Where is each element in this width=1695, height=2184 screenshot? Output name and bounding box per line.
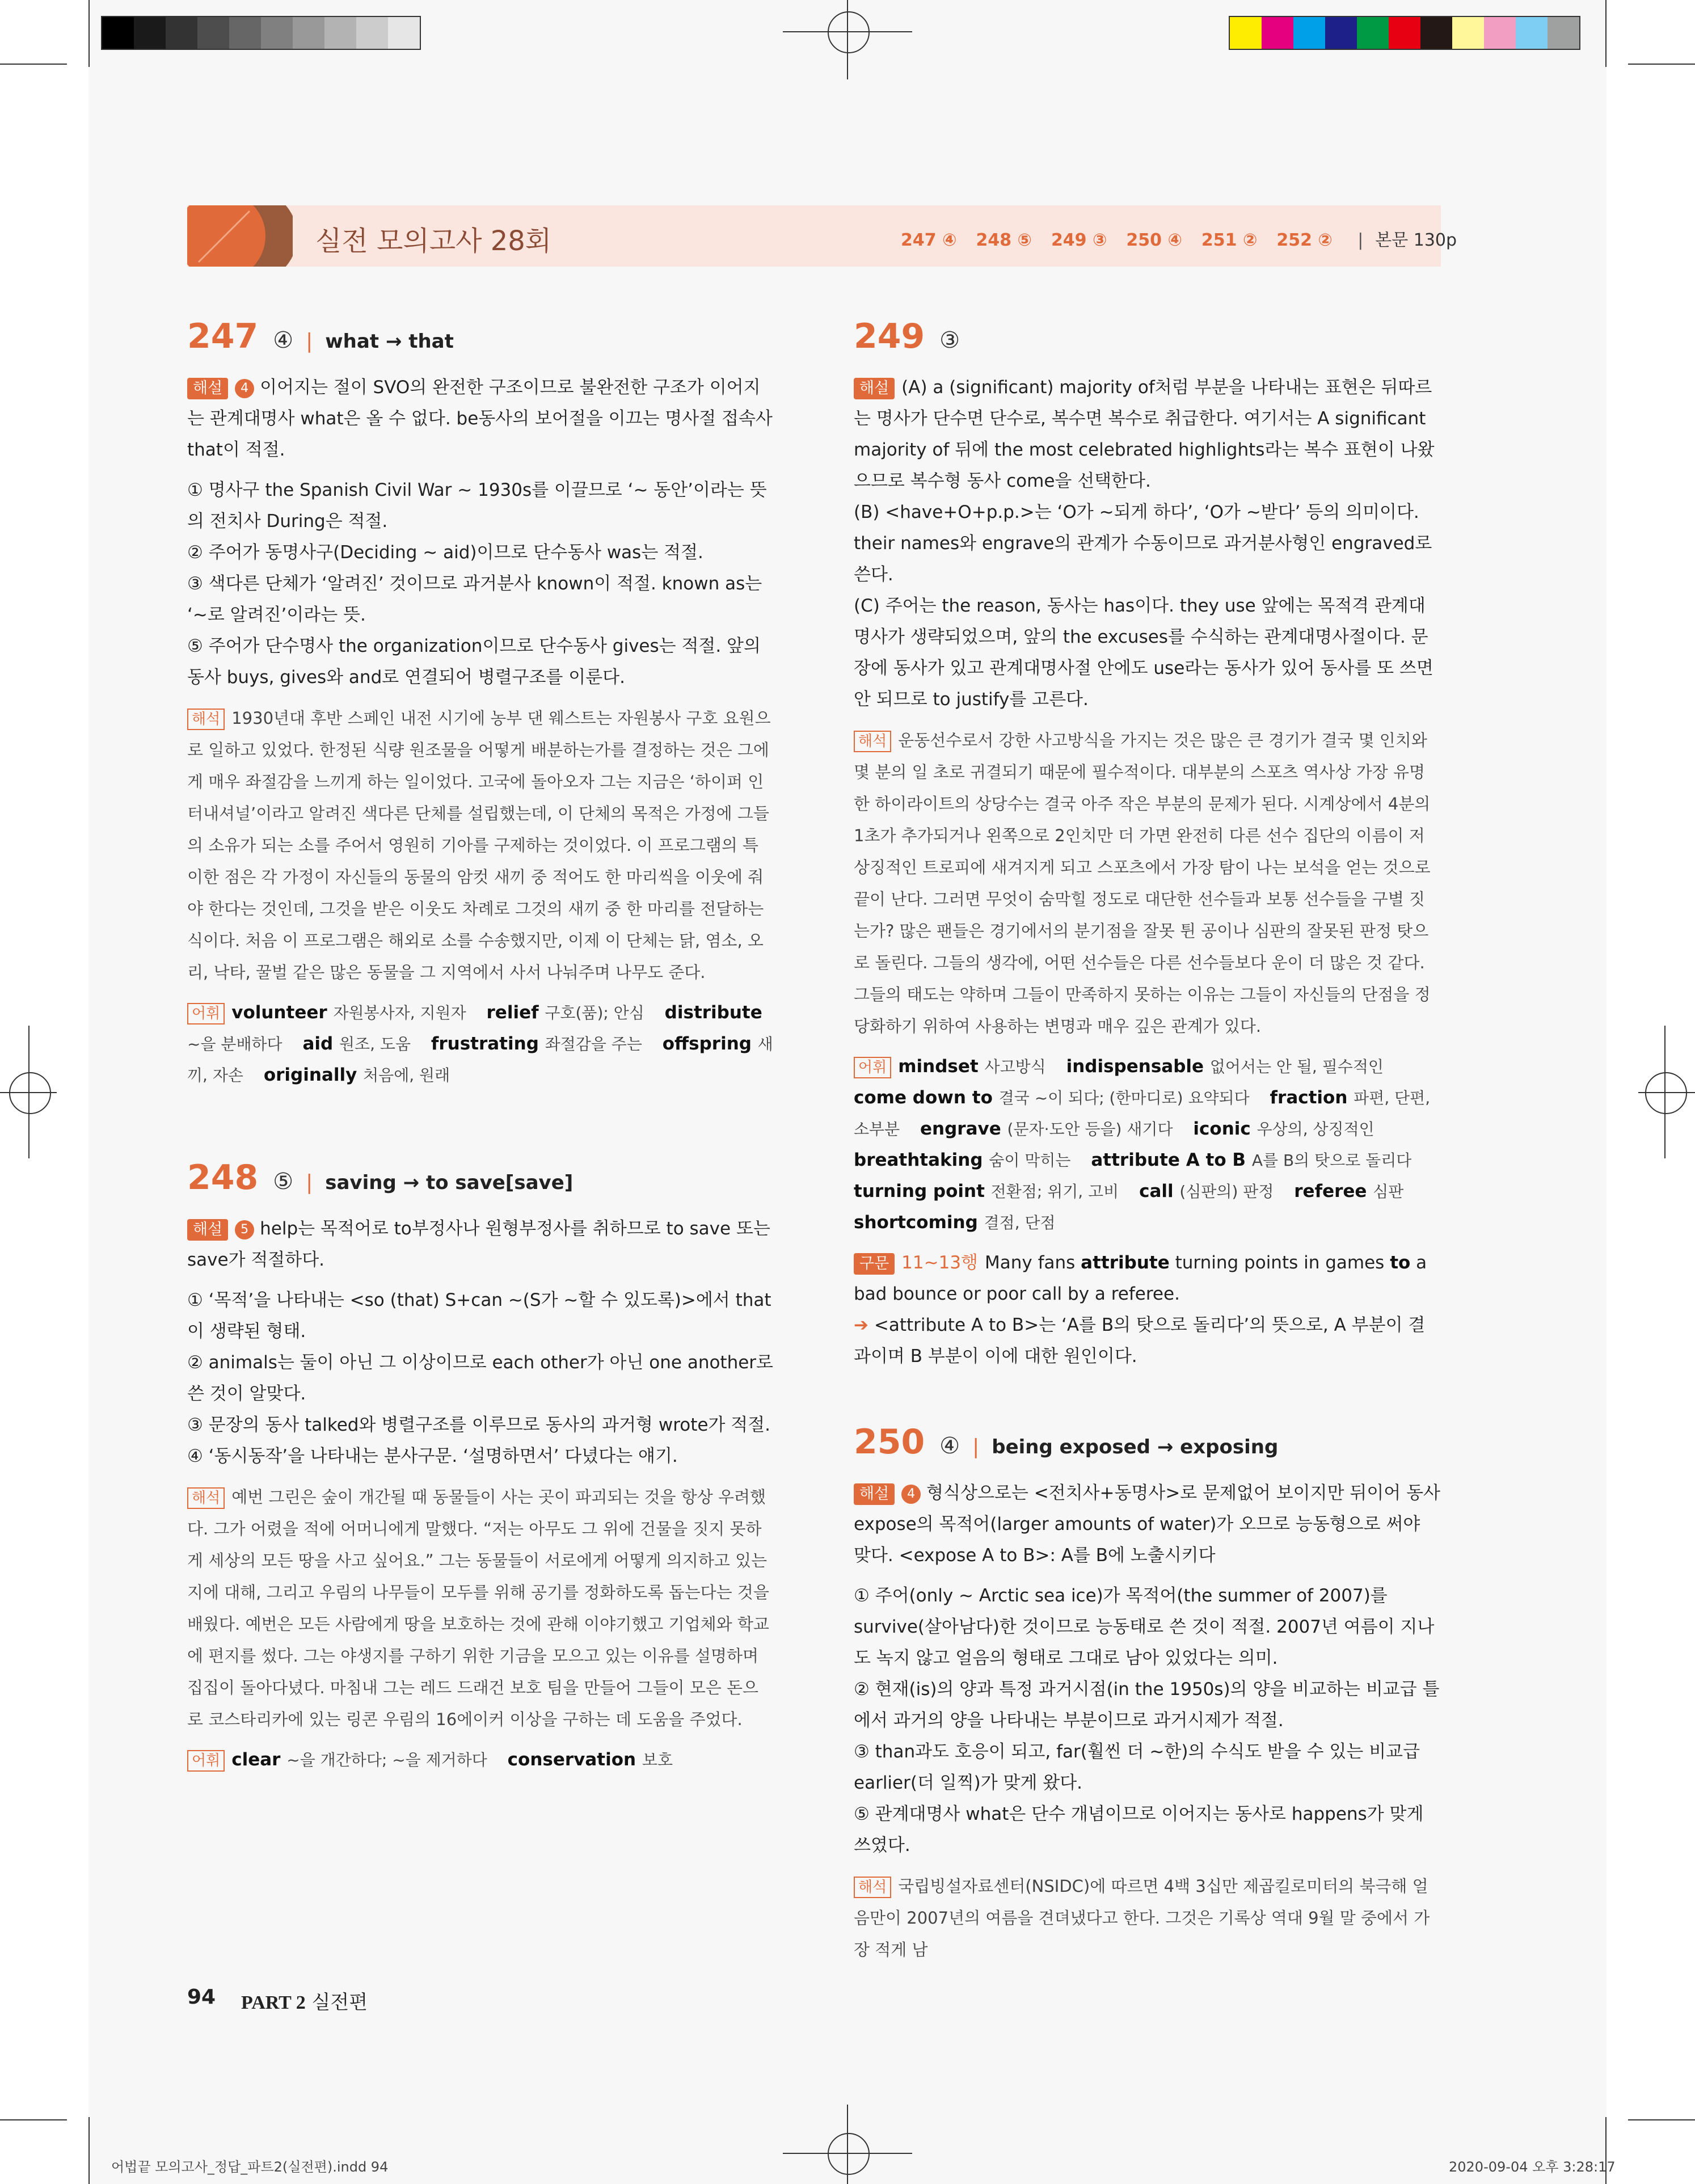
crop-mark bbox=[0, 2119, 67, 2120]
explanation-text: (A) a (significant) majority of처럼 부분을 나타내는 표현은 뒤따르는 명사가 단수면 단수로, 복수면 복수로 취급한다. 여기서는 A significant majority of 뒤에 the most celebrated highlights라는 복수 표현이 나왔으므로 복수형 동사 come을 선택한다. bbox=[854, 377, 1435, 491]
textbook-page-ref: 본문 130p bbox=[1375, 230, 1457, 250]
color-swatch bbox=[1484, 17, 1516, 49]
page-title: 실전 모의고사 28회 bbox=[315, 225, 552, 257]
grammar-note: ⑤ 관계대명사 what은 단수 개념이므로 이어지는 동사로 happens가 맞게 쓰였다. bbox=[854, 1804, 1424, 1856]
vocab-word: fraction bbox=[1270, 1087, 1354, 1108]
translation bbox=[187, 702, 774, 988]
translate-label: 해석 bbox=[187, 1487, 225, 1509]
vocab-word: come down to bbox=[854, 1087, 999, 1108]
structure-lines: 11~13행 bbox=[901, 1253, 978, 1273]
question-answer: ④ bbox=[939, 1433, 960, 1459]
answer-key-item: 249 ③ bbox=[1051, 230, 1107, 250]
vocab-word: volunteer bbox=[231, 1002, 334, 1023]
vocab-word: attribute A to B bbox=[1091, 1150, 1252, 1170]
grammar-note: ① 주어(only ~ Arctic sea ice)가 목적어(the summer of 2007)를 survive(살아남다)한 것이므로 능동태로 쓴 것이 적절. 2007년 여름이 지나도 녹지 않고 얼음의 형태로 그대로 남아 있었다는 의미. bbox=[854, 1586, 1435, 1668]
answer-key-item: 247 ④ bbox=[901, 230, 957, 250]
vocab-meaning: 우상의, 상징적인 bbox=[1257, 1120, 1374, 1139]
explanation bbox=[187, 372, 774, 466]
page-number: 94 bbox=[187, 1985, 216, 2009]
explanation bbox=[187, 1213, 774, 1276]
registration-mark-line bbox=[1664, 1026, 1666, 1158]
answer-circle: 5 bbox=[235, 1220, 254, 1239]
translation-text: 국립빙설자료센터(NSIDC)에 따르면 4백 3십만 제곱킬로미터의 북극해 얼음만이 2007년의 여름을 견뎌냈다고 한다. 그것은 기록상 역대 9월 말 중에서 가장 적게 남 bbox=[854, 1877, 1430, 1959]
vocab-meaning: 파편, 단편, 소부분 bbox=[854, 1089, 1431, 1139]
translate-label: 해석 bbox=[187, 709, 225, 730]
question-title: what → that bbox=[325, 330, 454, 353]
explain-label: 해설 bbox=[187, 378, 228, 399]
translation-text: 1930년대 후반 스페인 내전 시기에 농부 댄 웨스트는 자원봉사 구호 요원으로 일하고 있었다. 한정된 식량 원조물을 어떻게 배분하는가를 결정하는 것은 그에게 매우 좌절감을 느끼게 하는 일이었다. 고국에 돌아오자 그는 지금은 ‘하이퍼 인터내셔널’이라고 알려진 색다른 단체를 설립했는데, 이 단체의 목적은 가정에 그들의 소유가 되는 소를 주어서 영원히 기아를 구제하는 것이었다. 이 프로그램의 특이한 점은 각 가정이 자신들의 동물의 암컷 새끼 중 적어도 한 마리씩을 이웃에 줘야 한다는 것인데, 그것을 받은 이웃도 차례로 그것의 새끼 중 한 마리를 전달하는 식이다. 처음 이 프로그램은 해외로 소를 수송했지만, 이제 이 단체는 닭, 염소, 오리, 낙타, 꿀벌 같은 많은 동물을 그 지역에서 사서 나눠주며 나무도 준다. bbox=[187, 709, 771, 982]
vocab-meaning: 좌절감을 주는 bbox=[545, 1035, 642, 1053]
translate-label: 해석 bbox=[854, 1877, 891, 1898]
question-title: being exposed → exposing bbox=[992, 1436, 1279, 1458]
cmyk-color-bar bbox=[1229, 16, 1580, 50]
translate-label: 해석 bbox=[854, 731, 891, 752]
vocab-meaning: 전환점; 위기, 고비 bbox=[990, 1182, 1119, 1201]
vocab-meaning: 새끼, 자손 bbox=[187, 1035, 773, 1085]
vocab-word: distribute bbox=[664, 1002, 762, 1023]
color-swatch bbox=[102, 17, 134, 49]
explanation-text: 형식상으로는 <전치사+동명사>로 문제없어 보이지만 뒤이어 동사 expose의 목적어(larger amounts of water)가 오므로 능동형으로 써야 맞다. <expose A to B>: A를 B에 노출시키다 bbox=[854, 1483, 1440, 1566]
crop-mark bbox=[1628, 64, 1695, 65]
sentence-structure bbox=[854, 1247, 1441, 1372]
print-slug-date: 2020-09-04 오후 3:28:17 bbox=[1449, 2159, 1616, 2175]
grammar-notes bbox=[854, 1580, 1441, 1861]
vocab-meaning: ~을 개간하다; ~을 제거하다 bbox=[286, 1751, 487, 1769]
question-number: 249 bbox=[854, 317, 925, 356]
registration-mark-line bbox=[1638, 1092, 1695, 1093]
vocab-meaning: 원조, 도움 bbox=[339, 1035, 411, 1053]
vocab-word: relief bbox=[486, 1002, 545, 1023]
question-number: 247 bbox=[187, 317, 259, 356]
grammar-note: ① 명사구 the Spanish Civil War ~ 1930s를 이끌므로 ‘~ 동안’이라는 뜻의 전치사 During은 적절. bbox=[187, 480, 767, 532]
vocab-word: frustrating bbox=[431, 1034, 545, 1054]
question-answer: ③ bbox=[939, 327, 960, 353]
translation-text: 예번 그린은 숲이 개간될 때 동물들이 사는 곳이 파괴되는 것을 항상 우려했다. 그가 어렸을 적에 어머니에게 말했다. “저는 아무도 그 위에 건물을 짓지 못하게 세상의 모든 땅을 사고 싶어요.” 그는 동물들이 서로에게 어떻게 의지하고 있는지에 대해, 그리고 우림의 나무들이 모두를 위해 공기를 정화하도록 돕는다는 것을 배웠다. 예번은 모든 사람에게 땅을 보호하는 것에 관해 이야기했고 기업체와 학교에 편지를 썼다. 그는 야생지를 구하기 위한 기금을 모으고 있는 이유를 설명하며 집집이 돌아다녔다. 마침내 그는 레드 드래건 보호 팀을 만들어 그들이 모은 돈으로 코스타리카에 있는 링콘 우림의 16에이커 이상을 구하는 데 도움을 주었다. bbox=[187, 1487, 769, 1729]
grammar-note: ① ‘목적’을 나타내는 <so (that) S+can ~(S가 ~할 수 있도록)>에서 that이 생략된 형태. bbox=[187, 1290, 771, 1342]
explanation-text: (B) <have+O+p.p.>는 ‘O가 ~되게 하다’, ‘O가 ~받다’ 등의 의미이다. their names와 engrave의 관계가 수동이므로 과거분사형인 engraved로 쓴다. bbox=[854, 502, 1432, 585]
vocab-word: indispensable bbox=[1066, 1056, 1210, 1077]
question-247-header bbox=[187, 317, 774, 372]
registration-mark-line bbox=[28, 1026, 29, 1158]
vocab-label: 어휘 bbox=[187, 1003, 225, 1024]
title-separator: | bbox=[306, 330, 313, 353]
vocab-label: 어휘 bbox=[187, 1750, 225, 1772]
structure-text: Many fans bbox=[985, 1253, 1076, 1273]
question-title: saving → to save[save] bbox=[325, 1171, 574, 1194]
translation bbox=[187, 1481, 774, 1735]
gray-color-bar bbox=[101, 16, 421, 50]
question-249-header bbox=[854, 317, 1441, 372]
vocab-word: engrave bbox=[920, 1119, 1007, 1139]
translation bbox=[854, 1870, 1441, 1966]
grammar-note: ② 주어가 동명사구(Deciding ~ aid)이므로 단수동사 was는 적절. bbox=[187, 542, 703, 563]
crop-mark bbox=[0, 64, 67, 65]
answer-key bbox=[901, 226, 1457, 251]
color-swatch bbox=[1325, 17, 1357, 49]
registration-mark bbox=[828, 11, 870, 53]
part-name: 실전편 bbox=[311, 1991, 368, 2014]
registration-mark bbox=[1645, 1072, 1687, 1114]
vocab-meaning: 없어서는 안 될, 필수적인 bbox=[1209, 1057, 1384, 1076]
grammar-note: ② animals는 둘이 아닌 그 이상이므로 each other가 아닌 one another로 쓴 것이 알맞다. bbox=[187, 1352, 773, 1404]
vocab-word: call bbox=[1139, 1181, 1180, 1201]
vocab-word: iconic bbox=[1193, 1119, 1257, 1139]
vocab-label: 어휘 bbox=[854, 1057, 891, 1078]
color-swatch bbox=[197, 17, 229, 49]
vocab-word: shortcoming bbox=[854, 1212, 984, 1233]
vocab-meaning: 결점, 단점 bbox=[984, 1213, 1056, 1232]
right-column bbox=[854, 317, 1441, 1975]
grammar-note: ④ ‘동시동작’을 나타내는 분사구문. ‘설명하면서’ 다녔다는 얘기. bbox=[187, 1446, 678, 1466]
vocab-meaning: 구호(품); 안심 bbox=[545, 1004, 644, 1022]
answer-key-separator: | bbox=[1357, 230, 1364, 250]
color-swatch bbox=[1357, 17, 1389, 49]
vocab-word: originally bbox=[263, 1065, 364, 1085]
registration-mark bbox=[828, 2133, 870, 2175]
color-swatch bbox=[1548, 17, 1579, 49]
grammar-note: ③ than과도 호응이 되고, far(훨씬 더 ~한)의 수식도 받을 수 있는 비교급 earlier(더 일찍)가 맞게 왔다. bbox=[854, 1742, 1420, 1793]
explanation bbox=[854, 1478, 1441, 1571]
vocab-word: turning point bbox=[854, 1181, 991, 1201]
vocabulary bbox=[854, 1051, 1441, 1238]
answer-key-item: 248 ⑤ bbox=[976, 230, 1032, 250]
structure-text: a bad bounce or poor call by a referee. bbox=[854, 1253, 1427, 1304]
color-swatch bbox=[1516, 17, 1548, 49]
answer-key-item: 252 ② bbox=[1276, 230, 1333, 250]
color-swatch bbox=[134, 17, 166, 49]
title-separator: | bbox=[306, 1171, 313, 1194]
vocab-word: referee bbox=[1294, 1181, 1373, 1201]
grammar-note: ③ 색다른 단체가 ‘알려진’ 것이므로 과거분사 known이 적절. known as는 ‘~로 알려진’이라는 뜻. bbox=[187, 574, 762, 625]
color-swatch bbox=[1293, 17, 1325, 49]
registration-mark-line bbox=[847, 2105, 848, 2184]
question-answer: ④ bbox=[273, 327, 294, 353]
explanation-text: 이어지는 절이 SVO의 완전한 구조이므로 불완전한 구조가 이어지는 관계대명사 what은 올 수 없다. be동사의 보어절을 이끄는 명사절 접속사 that이 적절. bbox=[187, 377, 773, 460]
vocab-word: offspring bbox=[662, 1034, 758, 1054]
answer-circle: 4 bbox=[901, 1485, 921, 1504]
color-swatch bbox=[1230, 17, 1262, 49]
question-250-header bbox=[854, 1422, 1441, 1478]
color-swatch bbox=[293, 17, 324, 49]
translation bbox=[854, 724, 1441, 1042]
left-column bbox=[187, 317, 774, 1785]
color-swatch bbox=[1262, 17, 1293, 49]
grammar-note: ⑤ 주어가 단수명사 the organization이므로 단수동사 gives는 적절. 앞의 동사 buys, gives와 and로 연결되어 병렬구조를 이룬다. bbox=[187, 636, 761, 688]
part-label: PART 2 bbox=[241, 1992, 306, 2013]
vocab-word: breathtaking bbox=[854, 1150, 989, 1170]
color-swatch bbox=[1420, 17, 1452, 49]
vocab-meaning: 결국 ~이 되다; (한마디로) 요약되다 bbox=[998, 1089, 1250, 1107]
explanation bbox=[854, 372, 1441, 715]
vocab-word: conservation bbox=[507, 1749, 642, 1770]
footer-part bbox=[241, 1987, 368, 2014]
crop-mark bbox=[88, 2117, 90, 2184]
structure-note: <attribute A to B>는 ‘A를 B의 탓으로 돌리다’의 뜻으로, A 부분이 결과이며 B 부분이 이에 대한 원인이다. bbox=[854, 1315, 1426, 1367]
translation-text: 운동선수로서 강한 사고방식을 가지는 것은 많은 큰 경기가 결국 몇 인치와 몇 분의 일 초로 귀결되기 때문에 필수적이다. 대부분의 스포츠 역사상 가장 유명한 하이라이트의 상당수는 결국 아주 작은 부분의 문제가 된다. 시계상에서 4분의 1초가 추가되거나 왼쪽으로 2인치만 더 가면 완전히 다른 선수 집단의 이름이 저 상징적인 트로피에 새겨지게 되고 스포츠에서 가장 탐이 나는 보석을 얻는 것으로 끝이 난다. 그러면 무엇이 숨막힐 정도로 대단한 선수들과 보통 선수들을 구별 짓는가? 많은 팬들은 경기에서의 분기점을 잘못 튄 공이나 심판의 잘못된 판정 탓으로 돌린다. 그들의 생각에, 어떤 선수들은 다른 선수들보다 운이 더 많은 것 같다. 그들의 태도는 약하며 그들이 만족하지 못하는 이유는 그들이 자신들의 단점을 정당화하기 위하여 사용하는 변명과 매우 깊은 관계가 있다. bbox=[854, 731, 1431, 1036]
structure-text: turning points in games bbox=[1175, 1253, 1385, 1273]
arrow-icon: ➔ bbox=[854, 1315, 868, 1335]
structure-keyword: to bbox=[1390, 1253, 1411, 1273]
crop-mark bbox=[88, 0, 90, 67]
explain-label: 해설 bbox=[854, 378, 895, 399]
crop-mark bbox=[1628, 2119, 1695, 2120]
color-swatch bbox=[324, 17, 356, 49]
question-248-header bbox=[187, 1158, 774, 1213]
vocab-meaning: A를 B의 탓으로 돌리다 bbox=[1251, 1151, 1412, 1170]
vocab-meaning: 자원봉사자, 지원자 bbox=[333, 1004, 466, 1022]
color-swatch bbox=[356, 17, 388, 49]
grammar-note: ③ 문장의 동사 talked와 병렬구조를 이루므로 동사의 과거형 wrote가 적절. bbox=[187, 1415, 771, 1435]
crop-mark bbox=[1605, 0, 1607, 67]
vocab-meaning: 심판 bbox=[1373, 1182, 1404, 1201]
answer-key-item: 250 ④ bbox=[1126, 230, 1182, 250]
color-swatch bbox=[388, 17, 420, 49]
color-swatch bbox=[1452, 17, 1484, 49]
registration-mark bbox=[9, 1072, 51, 1114]
explain-label: 해설 bbox=[854, 1483, 895, 1505]
answer-circle: 4 bbox=[235, 379, 254, 398]
title-separator: | bbox=[972, 1435, 980, 1458]
explanation-text: (C) 주어는 the reason, 동사는 has이다. they use 앞에는 목적격 관계대명사가 생략되었으며, 앞의 the excuses를 수식하는 관계대명사절이다. 문장에 동사가 있고 관계대명사절 안에도 use라는 동사가 있어 동사를 또 쓰면 안 되므로 to justify를 고른다. bbox=[854, 596, 1433, 710]
vocab-word: mindset bbox=[898, 1056, 985, 1077]
question-number: 248 bbox=[187, 1158, 259, 1198]
answer-key-item: 251 ② bbox=[1201, 230, 1258, 250]
vocab-meaning: 처음에, 원래 bbox=[363, 1066, 450, 1085]
structure-label: 구문 bbox=[854, 1253, 895, 1275]
explain-label: 해설 bbox=[187, 1219, 228, 1241]
grammar-notes bbox=[187, 475, 774, 693]
vocab-meaning: 숨이 막히는 bbox=[989, 1151, 1071, 1170]
registration-mark-line bbox=[847, 0, 848, 79]
explanation-text: help는 목적어로 to부정사나 원형부정사를 취하므로 to save 또는 save가 적절하다. bbox=[187, 1219, 770, 1270]
vocab-meaning: 사고방식 bbox=[984, 1057, 1046, 1076]
color-swatch bbox=[229, 17, 261, 49]
vocab-meaning: (심판의) 판정 bbox=[1179, 1182, 1274, 1201]
print-slug-file: 어법끝 모의고사_정답_파트2(실전편).indd 94 bbox=[111, 2159, 389, 2175]
vocab-meaning: (문자·도안 등을) 새기다 bbox=[1007, 1120, 1173, 1139]
grammar-notes bbox=[187, 1285, 774, 1472]
vocabulary bbox=[187, 1744, 774, 1776]
vocab-meaning: ~을 분배하다 bbox=[187, 1035, 282, 1053]
grammar-note: ② 현재(is)의 양과 특정 과거시점(in the 1950s)의 양을 비교하는 비교급 틀에서 과거의 양을 나타내는 부분이므로 과거시제가 적절. bbox=[854, 1679, 1440, 1731]
vocabulary bbox=[187, 997, 774, 1091]
vocab-meaning: 보호 bbox=[642, 1751, 673, 1769]
vocab-word: clear bbox=[231, 1749, 287, 1770]
structure-keyword: attribute bbox=[1081, 1253, 1170, 1273]
question-number: 250 bbox=[854, 1422, 925, 1462]
question-answer: ⑤ bbox=[273, 1169, 294, 1195]
banner-logo-icon bbox=[187, 205, 293, 267]
color-swatch bbox=[261, 17, 293, 49]
color-swatch bbox=[1389, 17, 1420, 49]
vocab-word: aid bbox=[302, 1034, 339, 1054]
color-swatch bbox=[166, 17, 197, 49]
